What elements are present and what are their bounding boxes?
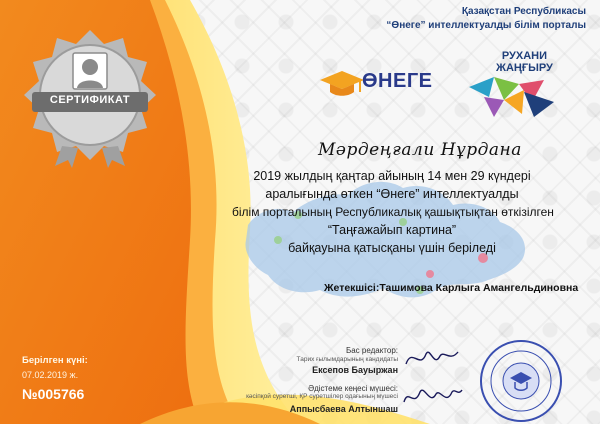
rukhani-line-1: РУХАНИ: [501, 50, 548, 62]
body-line-2: аралығында өткен “Өнеге” интеллектуалды: [265, 187, 519, 201]
body-line-3: білім порталының Республикалық қашықтықтан өткізілген: [232, 205, 554, 219]
header-line-2: “Өнеге” интеллектуалды білім порталы: [386, 20, 586, 31]
signature-1: [402, 342, 462, 372]
issued-date-label: Берілген күні:: [22, 355, 88, 366]
certificate-number: №005766: [22, 386, 85, 402]
header-line-1: Қазақстан Республикасы: [461, 6, 586, 17]
body-line-1: 2019 жылдың қаңтар айының 14 мен 29 күндері: [253, 169, 531, 183]
official-seal: [478, 338, 564, 424]
supervisor-line: Жетекшісі:Ташимова Карлыга Амангельдиновна: [324, 282, 579, 294]
body-line-5: байқауына қатысқаны үшін беріледі: [288, 241, 496, 255]
onege-logo-text: ӨНЕГЕ: [362, 70, 433, 92]
recipient-name: Мәрдеңғали Нұрдана: [318, 140, 522, 160]
signatory-2-name: Аппысбаева Алтыншаш: [289, 404, 398, 414]
certificate-badge: [20, 28, 160, 168]
signatory-1-role: Бас редактор:: [345, 346, 398, 355]
signatory-1-name: Ексепов Бауыржан: [312, 365, 398, 375]
signature-2: [400, 382, 464, 412]
signatory-2-subtitle: кәсіпқой суретші, ҚР суретшілер одағының мүшесі: [246, 393, 398, 400]
rukhani-line-2: ЖАҢҒЫРУ: [496, 62, 553, 74]
body-line-4: “Таңғажайып картина”: [327, 223, 457, 237]
badge-label: СЕРТИФИКАТ: [49, 94, 131, 106]
signatory-2-role: Әдістеме кеңесі мүшесі:: [308, 384, 398, 393]
signatory-1-subtitle: Тарих ғылымдарының кандидаты: [296, 356, 398, 363]
issued-date: 07.02.2019 ж.: [22, 370, 79, 380]
rukhani-logo-text: [496, 50, 553, 74]
